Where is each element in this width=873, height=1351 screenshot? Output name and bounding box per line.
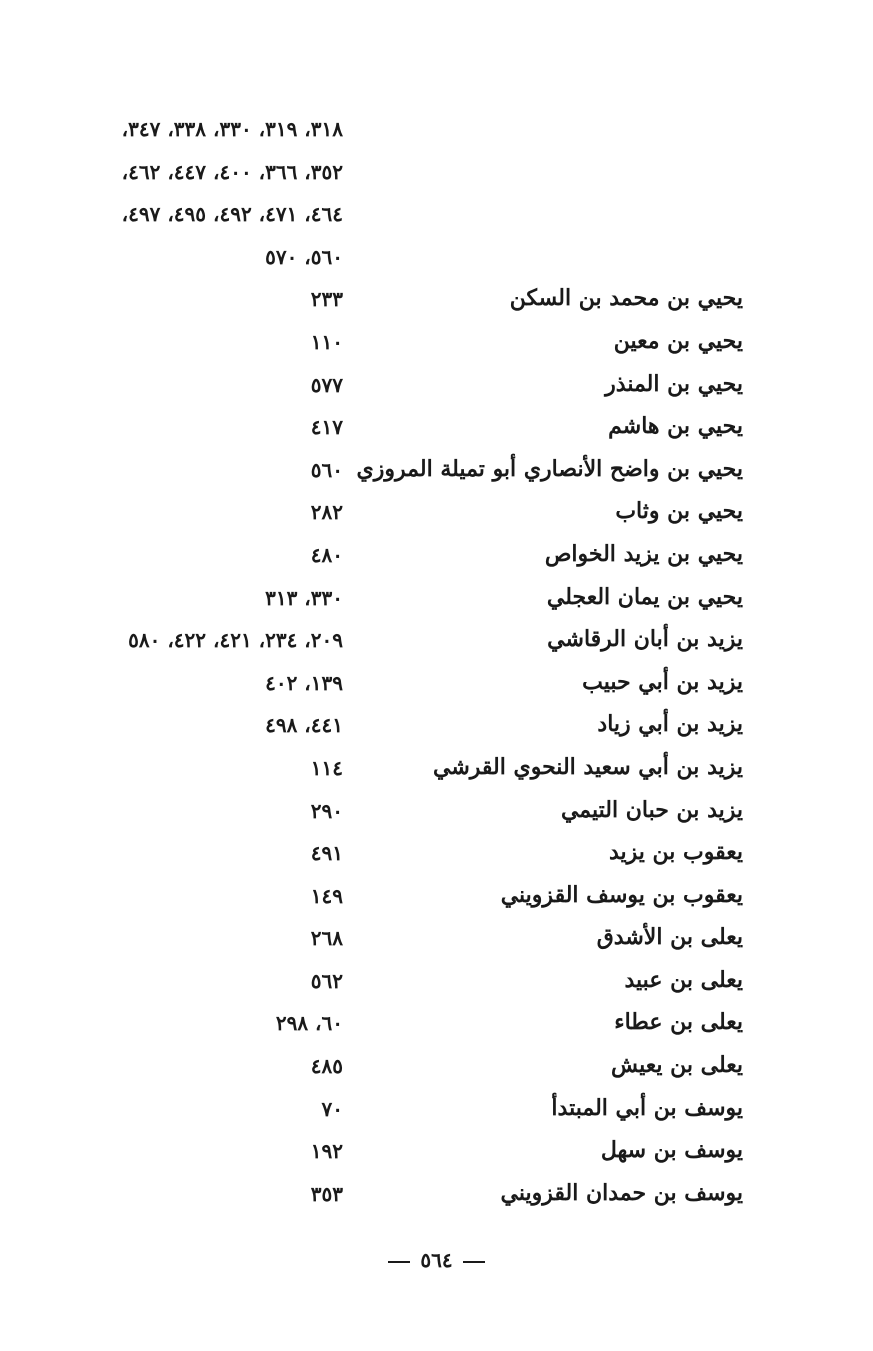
index-entry — [0, 790, 873, 833]
entry-pages: ٢٦٨ — [310, 926, 343, 951]
index-entry — [0, 875, 873, 918]
index-entry — [0, 619, 873, 662]
index-entry — [0, 491, 873, 534]
index-entry — [0, 1130, 873, 1173]
index-entry — [0, 704, 873, 747]
entry-pages: ٥٦٢ — [310, 968, 343, 993]
entry-pages: ٢٨٢ — [310, 500, 343, 525]
index-entry — [0, 917, 873, 960]
index-entry — [0, 960, 873, 1003]
index-entry — [0, 406, 873, 449]
entry-name: يعقوب بن يزيد — [608, 839, 743, 866]
entry-pages: ٤٦٤، ٤٧١، ٤٩٢، ٤٩٥، ٤٩٧، — [121, 202, 343, 227]
entry-name: يعلى بن عطاء — [614, 1009, 743, 1036]
page-number-footer — [0, 1248, 873, 1272]
entry-name: يحيي بن يمان العجلي — [546, 583, 743, 610]
name-index-list — [0, 108, 873, 1215]
entry-name: يحيي بن يزيد الخواص — [544, 540, 743, 567]
entry-pages: ٤١٧ — [310, 415, 343, 440]
entry-pages: ٦٠، ٢٩٨ — [275, 1011, 343, 1036]
index-entry — [0, 278, 873, 321]
entry-pages: ١٣٩، ٤٠٢ — [265, 670, 343, 695]
entry-pages: ٣٣٠، ٣١٣ — [265, 585, 343, 610]
entry-pages: ٤٨٠ — [310, 542, 343, 567]
index-entry — [0, 193, 873, 236]
index-entry — [0, 1088, 873, 1131]
entry-pages: ٣١٨، ٣١٩، ٣٣٠، ٣٣٨، ٣٤٧، — [121, 117, 343, 141]
entry-name: يزيد بن أبي سعيد النحوي القرشي — [433, 753, 743, 780]
entry-name: يحيي بن وثاب — [615, 498, 743, 525]
entry-pages: ٧٠ — [321, 1096, 343, 1121]
index-entry — [0, 577, 873, 620]
index-entry — [0, 364, 873, 407]
entry-name: يحيي بن واضح الأنصاري أبو تميلة المروزي — [356, 455, 743, 482]
index-entry — [0, 747, 873, 790]
entry-pages: ٣٥٣ — [310, 1181, 343, 1206]
index-entry — [0, 1002, 873, 1045]
index-entry — [0, 534, 873, 577]
index-entry — [0, 151, 873, 194]
entry-name: يزيد بن أبي حبيب — [582, 668, 743, 695]
entry-pages: ٤٩١ — [310, 841, 343, 866]
entry-name: يحيي بن هاشم — [608, 413, 743, 440]
entry-pages: ٥٧٧ — [310, 372, 343, 397]
index-entry — [0, 449, 873, 492]
entry-name: يعقوب بن يوسف القزويني — [500, 881, 743, 908]
index-entry — [0, 832, 873, 875]
entry-pages: ١١٤ — [310, 755, 343, 780]
entry-pages: ٥٦٠، ٥٧٠ — [265, 244, 343, 269]
index-entry — [0, 236, 873, 279]
entry-name: يعلى بن يعيش — [611, 1052, 743, 1079]
entry-name: يوسف بن أبي المبتدأ — [551, 1094, 743, 1121]
entry-name: يوسف بن سهل — [600, 1137, 743, 1164]
entry-name: يوسف بن حمدان القزويني — [500, 1179, 743, 1206]
entry-pages: ١٩٢ — [310, 1139, 343, 1164]
index-entry — [0, 662, 873, 705]
entry-name: يحيي بن معين — [613, 327, 743, 354]
index-entry — [0, 1045, 873, 1088]
entry-pages: ٢٩٠ — [310, 798, 343, 823]
entry-name: يحيي بن محمد بن السكن — [509, 285, 743, 312]
entry-name: يزيد بن أبي زياد — [597, 711, 743, 738]
entry-name: يزيد بن أبان الرقاشي — [547, 626, 743, 653]
page-number: ٥٦٤ — [420, 1248, 453, 1272]
entry-name: يحيي بن المنذر — [605, 370, 743, 397]
entry-pages: ١١٠ — [310, 329, 343, 354]
entry-pages: ٣٥٢، ٣٦٦، ٤٠٠، ٤٤٧، ٤٦٢، — [121, 159, 343, 184]
index-entry — [0, 1173, 873, 1216]
entry-pages: ٢٣٣ — [310, 287, 343, 312]
dash-ornament — [463, 1261, 485, 1263]
entry-pages: ٤٤١، ٤٩٨ — [265, 713, 343, 738]
entry-pages: ٤٨٥ — [310, 1054, 343, 1079]
entry-pages: ٢٠٩، ٢٣٤، ٤٢١، ٤٢٢، ٥٨٠ — [128, 628, 343, 653]
entry-name: يعلى بن عبيد — [624, 966, 743, 993]
entry-name: يعلى بن الأشدق — [596, 924, 743, 951]
dash-ornament — [388, 1261, 410, 1263]
entry-pages: ١٤٩ — [310, 883, 343, 908]
entry-name: يزيد بن حبان التيمي — [560, 796, 743, 823]
index-entry — [0, 108, 873, 151]
entry-pages: ٥٦٠ — [310, 457, 343, 482]
index-entry — [0, 321, 873, 364]
